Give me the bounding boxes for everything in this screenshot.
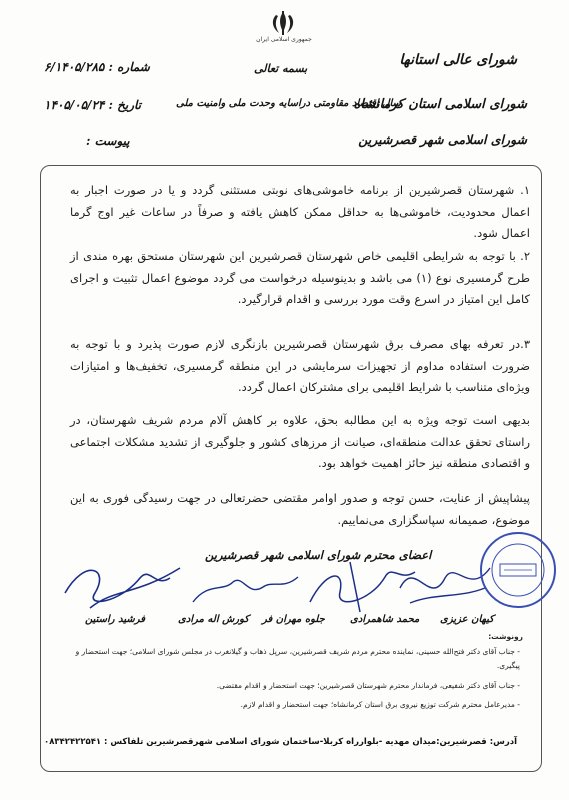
attachment-label: پیوست : <box>86 134 130 148</box>
emblem-caption: جمهوری اسلامی ایران <box>256 36 312 43</box>
signer-name-2: محمد شاهمرادی <box>350 614 420 625</box>
date-value: ۱۴۰۵/۰۵/۲۴ <box>44 98 105 112</box>
basmala: بسمه تعالی <box>254 62 308 75</box>
cc-item-3: - مدیرعامل محترم شرکت توزیع نیروی برق استان کرمانشاه؛ جهت استحضار و اقدام لازم. <box>240 700 520 709</box>
year-slogan: سال اقتصاد مقاومتی دراسایه وحدت ملی وامنیت ملی <box>176 98 401 109</box>
footer-address: آدرس: قصرشیرین:میدان مهدیه -بلوارراه کربلا-ساختمان شورای اسلامی شهرقصرشیرین تلفاکس : ۰۸۳۴۲۴۲۲۵۴۱ <box>44 737 517 747</box>
signer-name-1: کیهان عزیزی <box>440 614 494 625</box>
org-line-3: شورای اسلامی شهر قصرشیرین <box>358 132 527 147</box>
signer-name-5: فرشید راستین <box>85 614 146 625</box>
date-label: تاریخ : <box>108 98 141 112</box>
org-line-2: شورای اسلامی استان کرمانشاه <box>353 97 527 112</box>
number-value: ۶/۱۴۰۵/۲۸۵ <box>44 60 105 74</box>
paragraph-1: ۱. شهرستان قصرشیرین از برنامه خاموشی‌های نوبتی مستثنی گردد و یا در صورت اجبار به اعمال محدودیت، خاموشی‌ها به حداقل ممکن کاهش یافته و صرفاً در ساعات غیر اوج گرما اعمال شود. <box>70 183 530 241</box>
letter-date <box>44 98 141 112</box>
letter-number <box>44 60 150 74</box>
paragraph-2: ۲. با توجه به شرایطی اقلیمی خاص شهرستان قصرشیرین این شهرستان مستحق بهره مندی از طرح گرمسیری نوع (۱) می باشد و بدینوسیله درخواست می گردد موضوع اعمال تثبیت و اجرای کامل این امتیاز در اسرع وقت مورد بررسی و اقدام قرارگیرد. <box>70 249 530 307</box>
iran-emblem-icon <box>264 10 302 36</box>
paragraph-3: ۳.در تعرفه بهای مصرف برق شهرستان قصرشیرین بازنگری لازم صورت پذیرد و با توجه به ضرورت استفاده مداوم از تجهیزات سرمایشی در این منطقه گرمسیری، تخفیف‌ها و امتیازات ویژه‌ای متناسب با شرایط اقلیمی برای مشترکان اعمال گردد. <box>70 337 530 395</box>
paragraph-5: پیشاپیش از عنایت، حسن توجه و صدور اوامر مقتضی حضرتعالی در جهت رسیدگی فوری به این موضوع، صمیمانه سپاسگزاری می‌نماییم. <box>70 491 530 527</box>
cc-item-2: - جناب آقای دکتر شفیعی، فرماندار محترم شهرستان قصرشیرین؛ جهت استحضار و اقدام مقتضی. <box>216 681 520 690</box>
signer-name-3: جلوه مهران فر <box>262 614 325 625</box>
signature-2-icon <box>188 562 308 622</box>
signer-name-4: کورش اله مرادی <box>178 614 250 625</box>
signatories-title: اعضای محترم شورای اسلامی شهر قصرشیرین <box>205 548 432 562</box>
paragraph-4: بدیهی است توجه ویژه به این مطالبه بحق، علاوه بر کاهش آلام مردم شریف شهرستان، در راستای تحقق عدالت منطقه‌ای، صیانت از مرزهای کشور و جلوگیری از تشدید مشکلات اجتماعی و اقتصادی منطقه نیز حائز اهمیت خواهد بود. <box>70 413 530 471</box>
council-stamp-icon <box>478 530 558 610</box>
cc-heading: رونوشت: <box>488 632 523 641</box>
number-label: شماره : <box>108 60 150 74</box>
org-line-1: شورای عالی استانها <box>399 52 517 68</box>
cc-item-1: - جناب آقای دکتر فتح‌الله حسینی، نماینده محترم مردم شریف قصرشیرین، سرپل ذهاب و گیلانغرب در مجلس شورای اسلامی؛ جهت استحضار و پیگیری. <box>75 647 520 670</box>
